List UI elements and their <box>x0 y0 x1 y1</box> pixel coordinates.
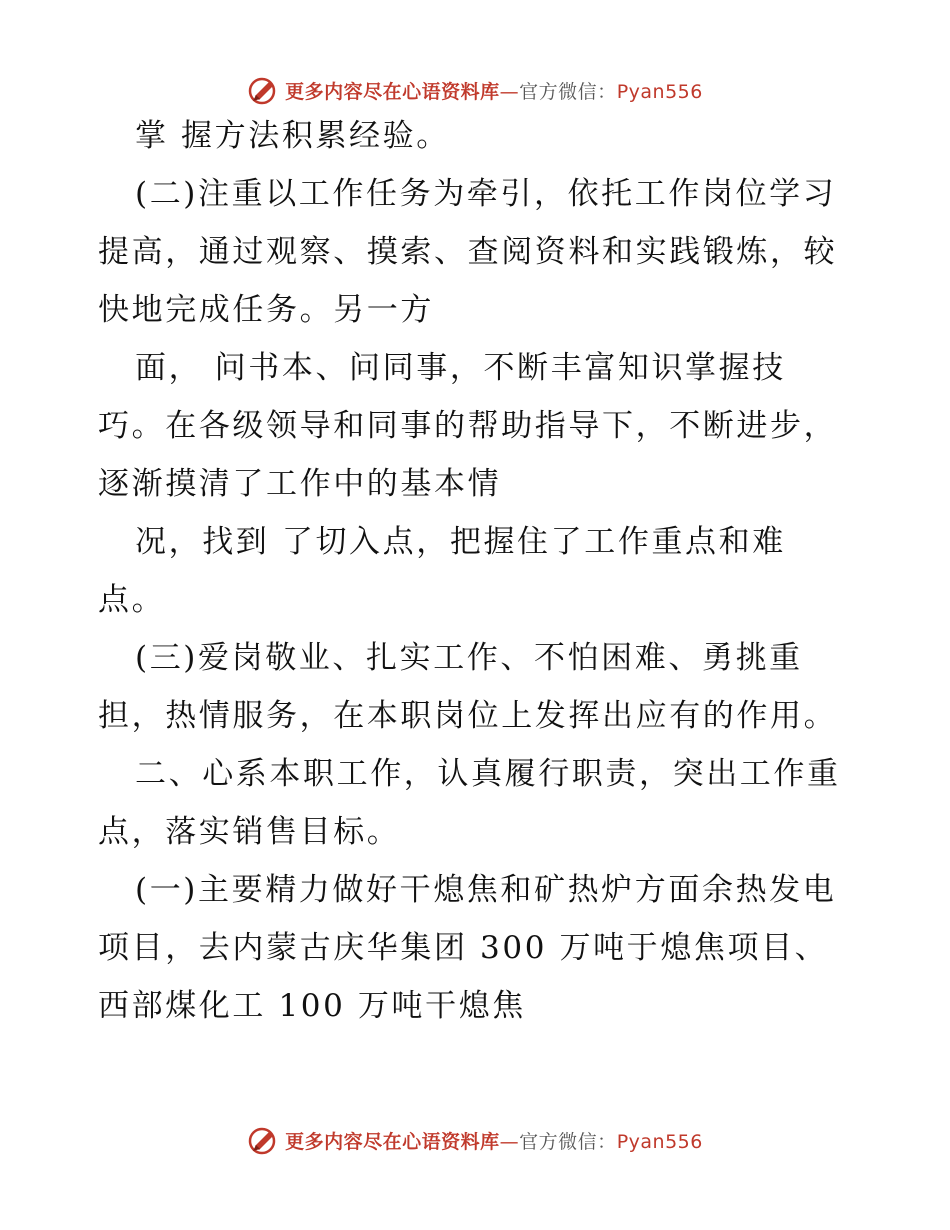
body-line: 巧。在各级领导和同事的帮助指导下，不断进步， <box>98 408 838 444</box>
pen-logo-icon <box>247 74 279 106</box>
body-line: 点。 <box>98 582 166 618</box>
footer-watermark <box>0 1120 950 1160</box>
body-line: 担，热情服务，在本职岗位上发挥出应有的作用。 <box>98 698 838 734</box>
watermark-label: 官方微信： <box>519 1130 617 1153</box>
body-line: (二)注重以工作任务为牵引，依托工作岗位学习 <box>135 176 837 212</box>
body-line: 快地完成任务。另一方 <box>98 292 434 328</box>
header-watermark <box>0 70 950 110</box>
watermark-site: 更多内容尽在心语资料库 <box>285 80 500 103</box>
body-line: (一)主要精力做好干熄焦和矿热炉方面余热发电 <box>135 872 837 908</box>
body-line: 提高，通过观察、摸索、查阅资料和实践锻炼，较 <box>98 234 838 270</box>
body-line: 点，落实销售目标。 <box>98 814 401 850</box>
watermark-text <box>285 77 703 104</box>
pen-logo-icon <box>247 1124 279 1156</box>
watermark-account: Pyan556 <box>616 80 703 103</box>
watermark-site: 更多内容尽在心语资料库 <box>285 1130 500 1153</box>
body-line: 项目，去内蒙古庆华集团 300 万吨于熄焦项目、 <box>98 930 829 966</box>
body-line: 掌 握方法积累经验。 <box>135 118 450 154</box>
body-line: 西部煤化工 100 万吨干熄焦 <box>98 988 526 1024</box>
body-line: 况，找到 了切入点，把握住了工作重点和难 <box>135 524 786 560</box>
body-line: 面， 问书本、问同事，不断丰富知识掌握技 <box>135 350 786 386</box>
watermark-dash: — <box>499 80 520 103</box>
watermark-text <box>285 1127 703 1154</box>
watermark-account: Pyan556 <box>616 1130 703 1153</box>
watermark-label: 官方微信： <box>519 80 617 103</box>
watermark-dash: — <box>499 1130 520 1153</box>
body-line: (三)爱岗敬业、扎实工作、不怕困难、勇挑重 <box>135 640 803 676</box>
body-line: 二、心系本职工作，认真履行职责，突出工作重 <box>135 756 841 792</box>
body-line: 逐渐摸清了工作中的基本情 <box>98 466 502 502</box>
